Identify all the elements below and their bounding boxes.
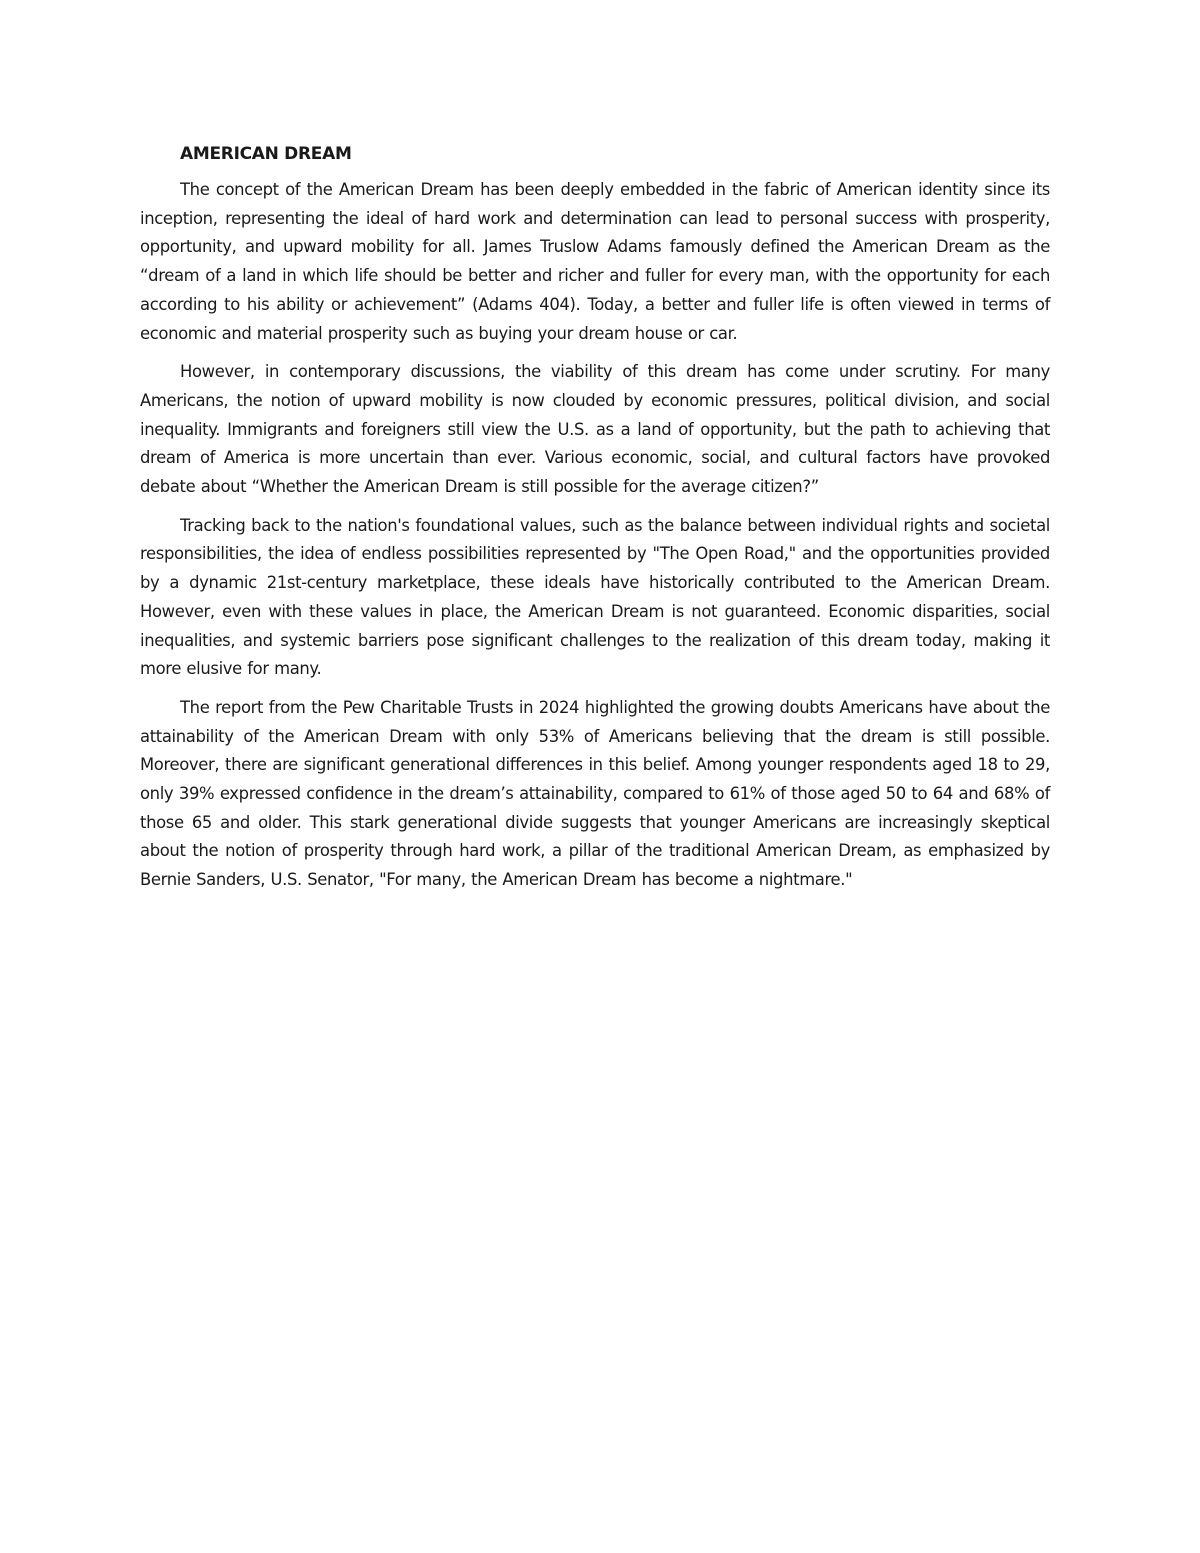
paragraph-4: The report from the Pew Charitable Trusts in 2024 highlighted the growing doubts Americans have about the attainability of the American Dream with only 53% of Americans believing that the dream is still possible. Moreover, there are significant generational differences in this belief. Among younger respondents aged 18 to 29, only 39% expressed confidence in the dream’s attainability, compared to 61% of those aged 50 to 64 and 68% of those 65 and older. This stark generational divide suggests that younger Americans are increasingly skeptical about the notion of prosperity through hard work, a pillar of the traditional American Dream, as emphasized by Bernie Sanders, U.S. Senator, "For many, the American Dream has become a nightmare." [140, 697, 1050, 890]
paragraph-1: The concept of the American Dream has been deeply embedded in the fabric of American identity since its inception, representing the ideal of hard work and determination can lead to personal success with prosperity, opportunity, and upward mobility for all. James Truslow Adams famously defined the American Dream as the “dream of a land in which life should be better and richer and fuller for every man, with the opportunity for each according to his ability or achievement” (Adams 404). Today, a better and fuller life is often viewed in terms of economic and material prosperity such as buying your dream house or car. [140, 180, 1050, 343]
paragraph-3: Tracking back to the nation's foundational values, such as the balance between individual rights and societal responsibilities, the idea of endless possibilities represented by "The Open Road," and the opportunities provided by a dynamic 21st-century marketplace, these ideals have historically contributed to the American Dream. However, even with these values in place, the American Dream is not guaranteed. Economic disparities, social inequalities, and systemic barriers pose significant challenges to the realization of this dream today, making it more elusive for many. [140, 515, 1050, 679]
document-body [140, 140, 1050, 905]
paragraph-2: However, in contemporary discussions, the viability of this dream has come under scrutiny. For many Americans, the notion of upward mobility is now clouded by economic pressures, political division, and social inequality. Immigrants and foreigners still view the U.S. as a land of opportunity, but the path to achieving that dream of America is more uncertain than ever. Various economic, social, and cultural factors have provoked debate about “Whether the American Dream is still possible for the average citizen?” [140, 362, 1050, 497]
document-title: AMERICAN DREAM [180, 144, 352, 164]
